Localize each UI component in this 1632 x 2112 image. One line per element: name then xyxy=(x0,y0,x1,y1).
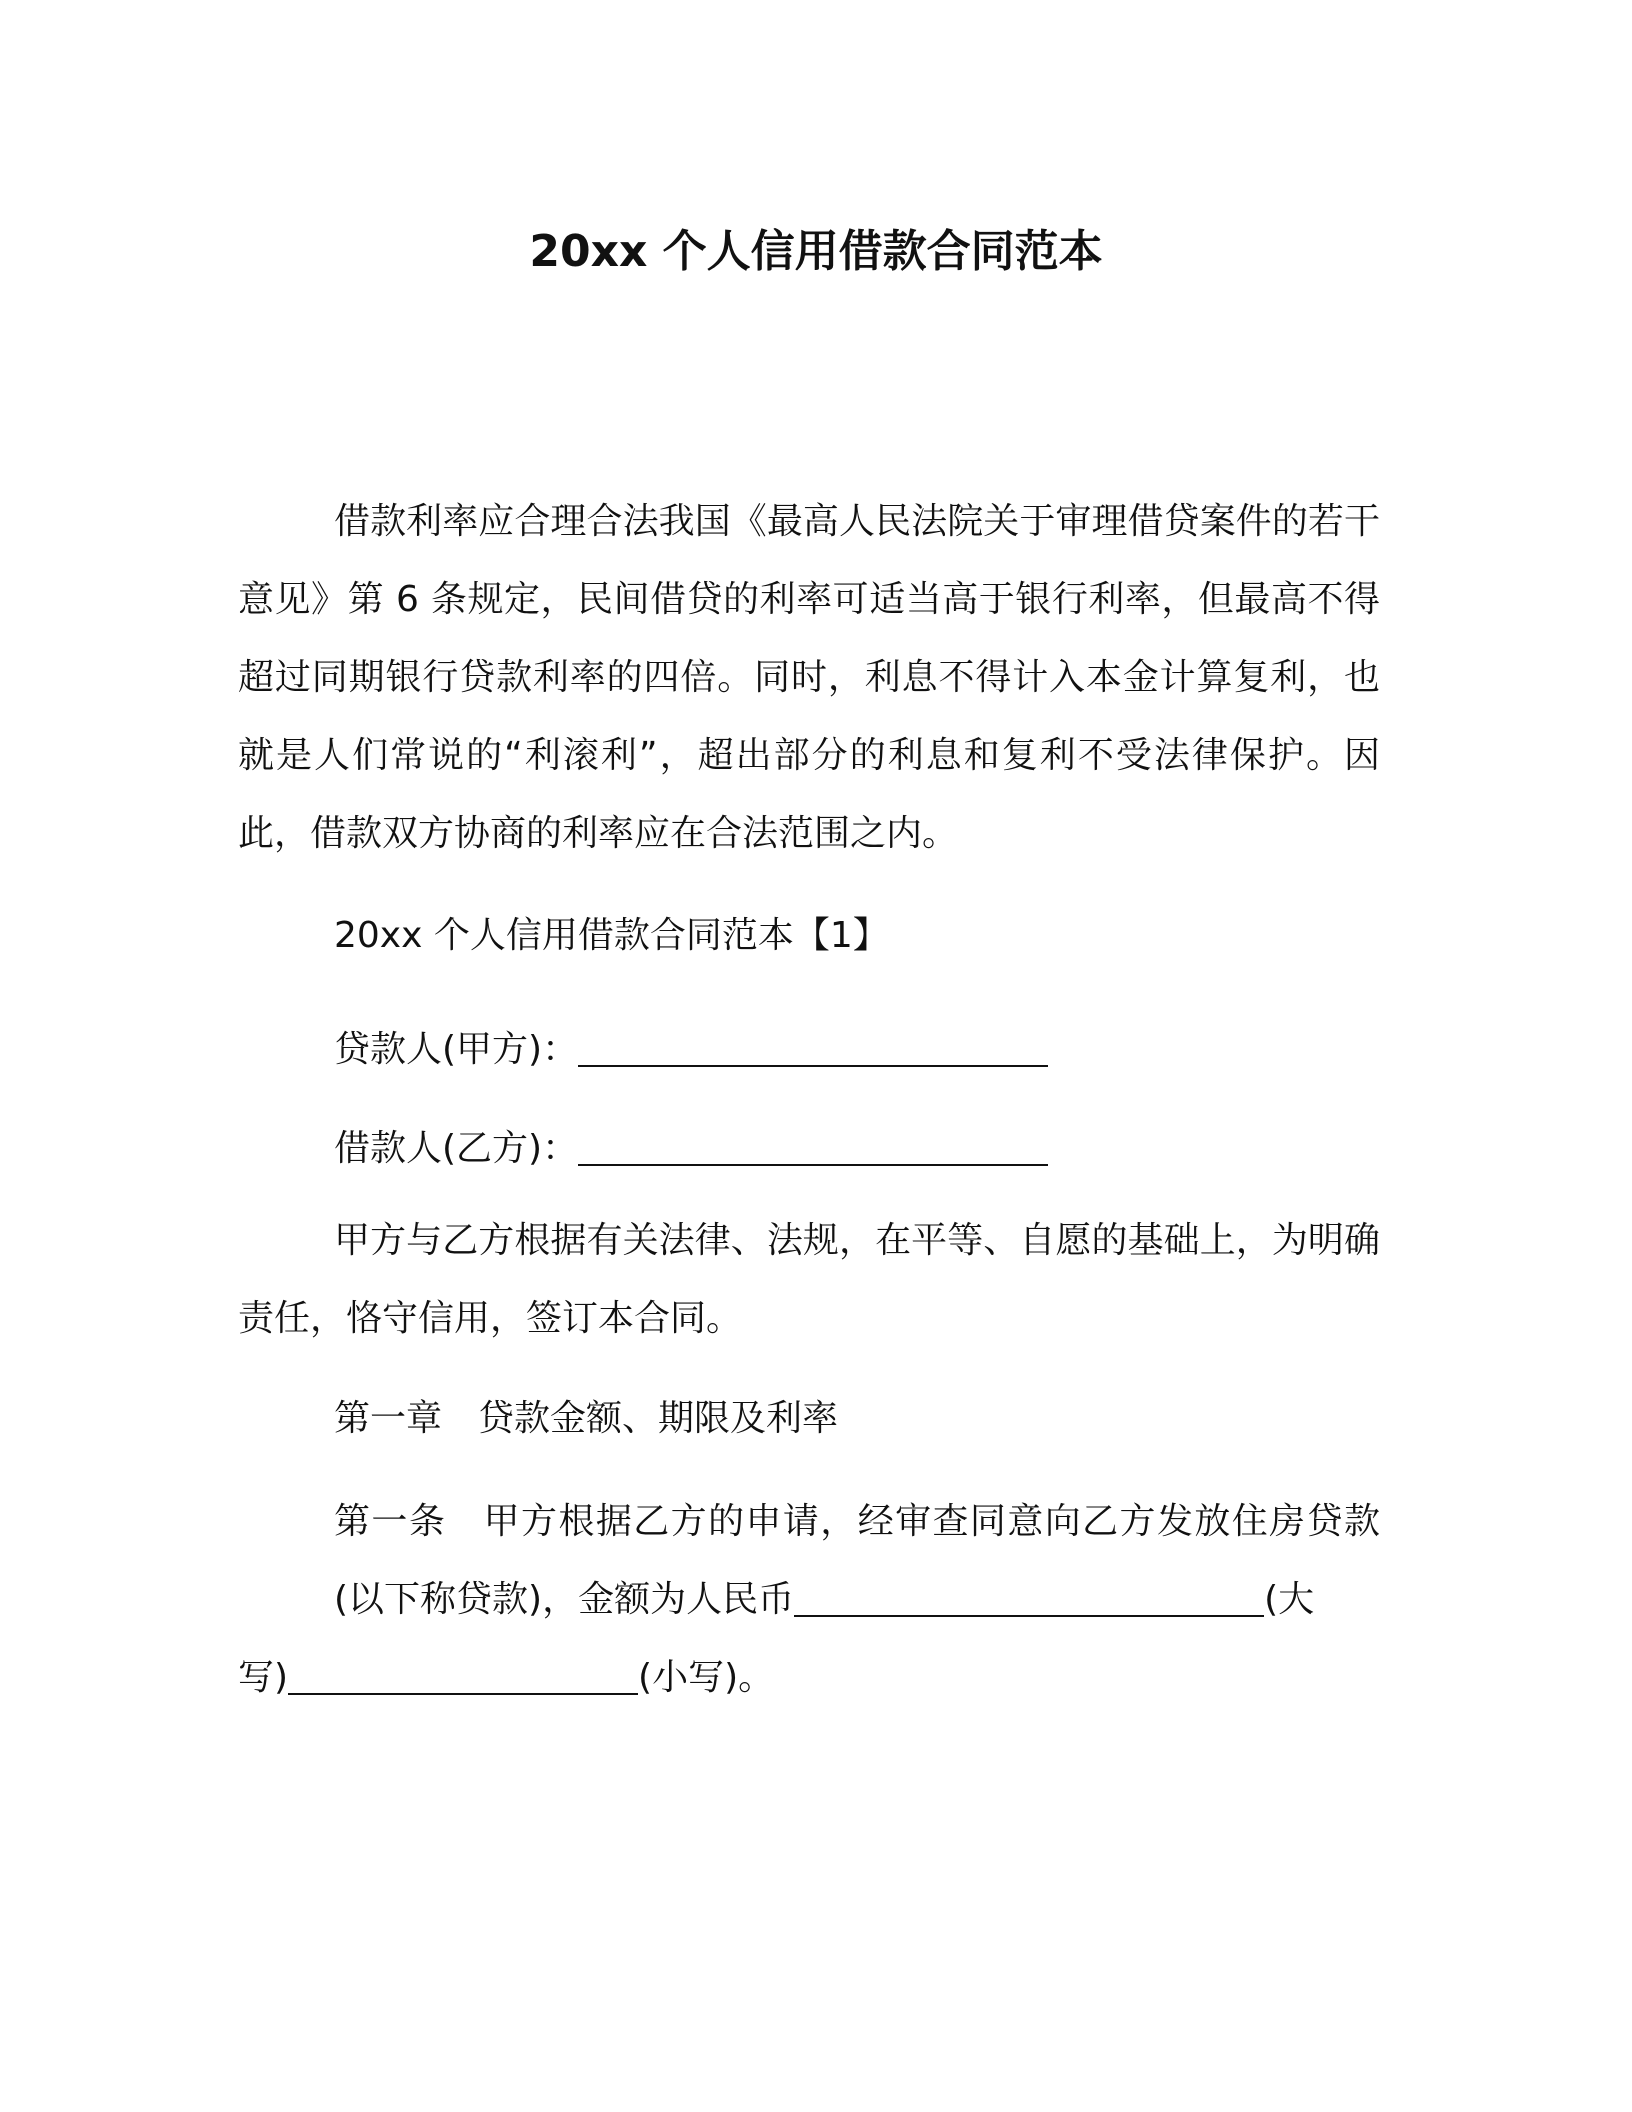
article1-text: 第一条 甲方根据乙方的申请，经审查同意向乙方发放住房贷款(以下称贷款)，金额为人民币 xyxy=(334,1501,1380,1620)
intro-paragraph-block xyxy=(238,483,1380,873)
borrower-blank xyxy=(578,1163,1048,1166)
article1-line3 xyxy=(238,1639,774,1717)
lender-label: 贷款人(甲方)： xyxy=(334,1029,579,1070)
borrower-line xyxy=(238,1110,1048,1188)
lender-line xyxy=(238,1011,1048,1089)
document-title: 20xx 个人信用借款合同范本 xyxy=(529,226,1103,277)
xiaoxie-label: (小写)。 xyxy=(638,1657,775,1698)
amount-lower-blank xyxy=(288,1692,638,1695)
preamble-block xyxy=(238,1202,1380,1358)
borrower-label: 借款人(乙方)： xyxy=(334,1128,579,1169)
article1-block xyxy=(238,1483,1380,1639)
chapter-heading: 第一章 贷款金额、期限及利率 xyxy=(334,1398,839,1439)
intro-paragraph: 借款利率应合理合法我国《最高人民法院关于审理借贷案件的若干意见》第 6 条规定，民间借贷的利率可适当高于银行利率，但最高不得超过同期银行贷款利率的四倍。同时，利息不得计入本金计算复利，也就是人们常说的“利滚利”，超出部分的利息和复利不受法律保护。因此，借款双方协商的利率应在合法范围之内。 xyxy=(238,501,1380,854)
amount-upper-blank xyxy=(794,1614,1264,1617)
section-heading: 20xx 个人信用借款合同范本【1】 xyxy=(334,915,889,956)
lender-blank xyxy=(578,1064,1048,1067)
daxie-open: (大 xyxy=(1264,1579,1315,1620)
preamble-paragraph: 甲方与乙方根据有关法律、法规，在平等、自愿的基础上，为明确责任，恪守信用，签订本合同。 xyxy=(238,1220,1380,1339)
daxie-close: 写) xyxy=(238,1657,289,1698)
